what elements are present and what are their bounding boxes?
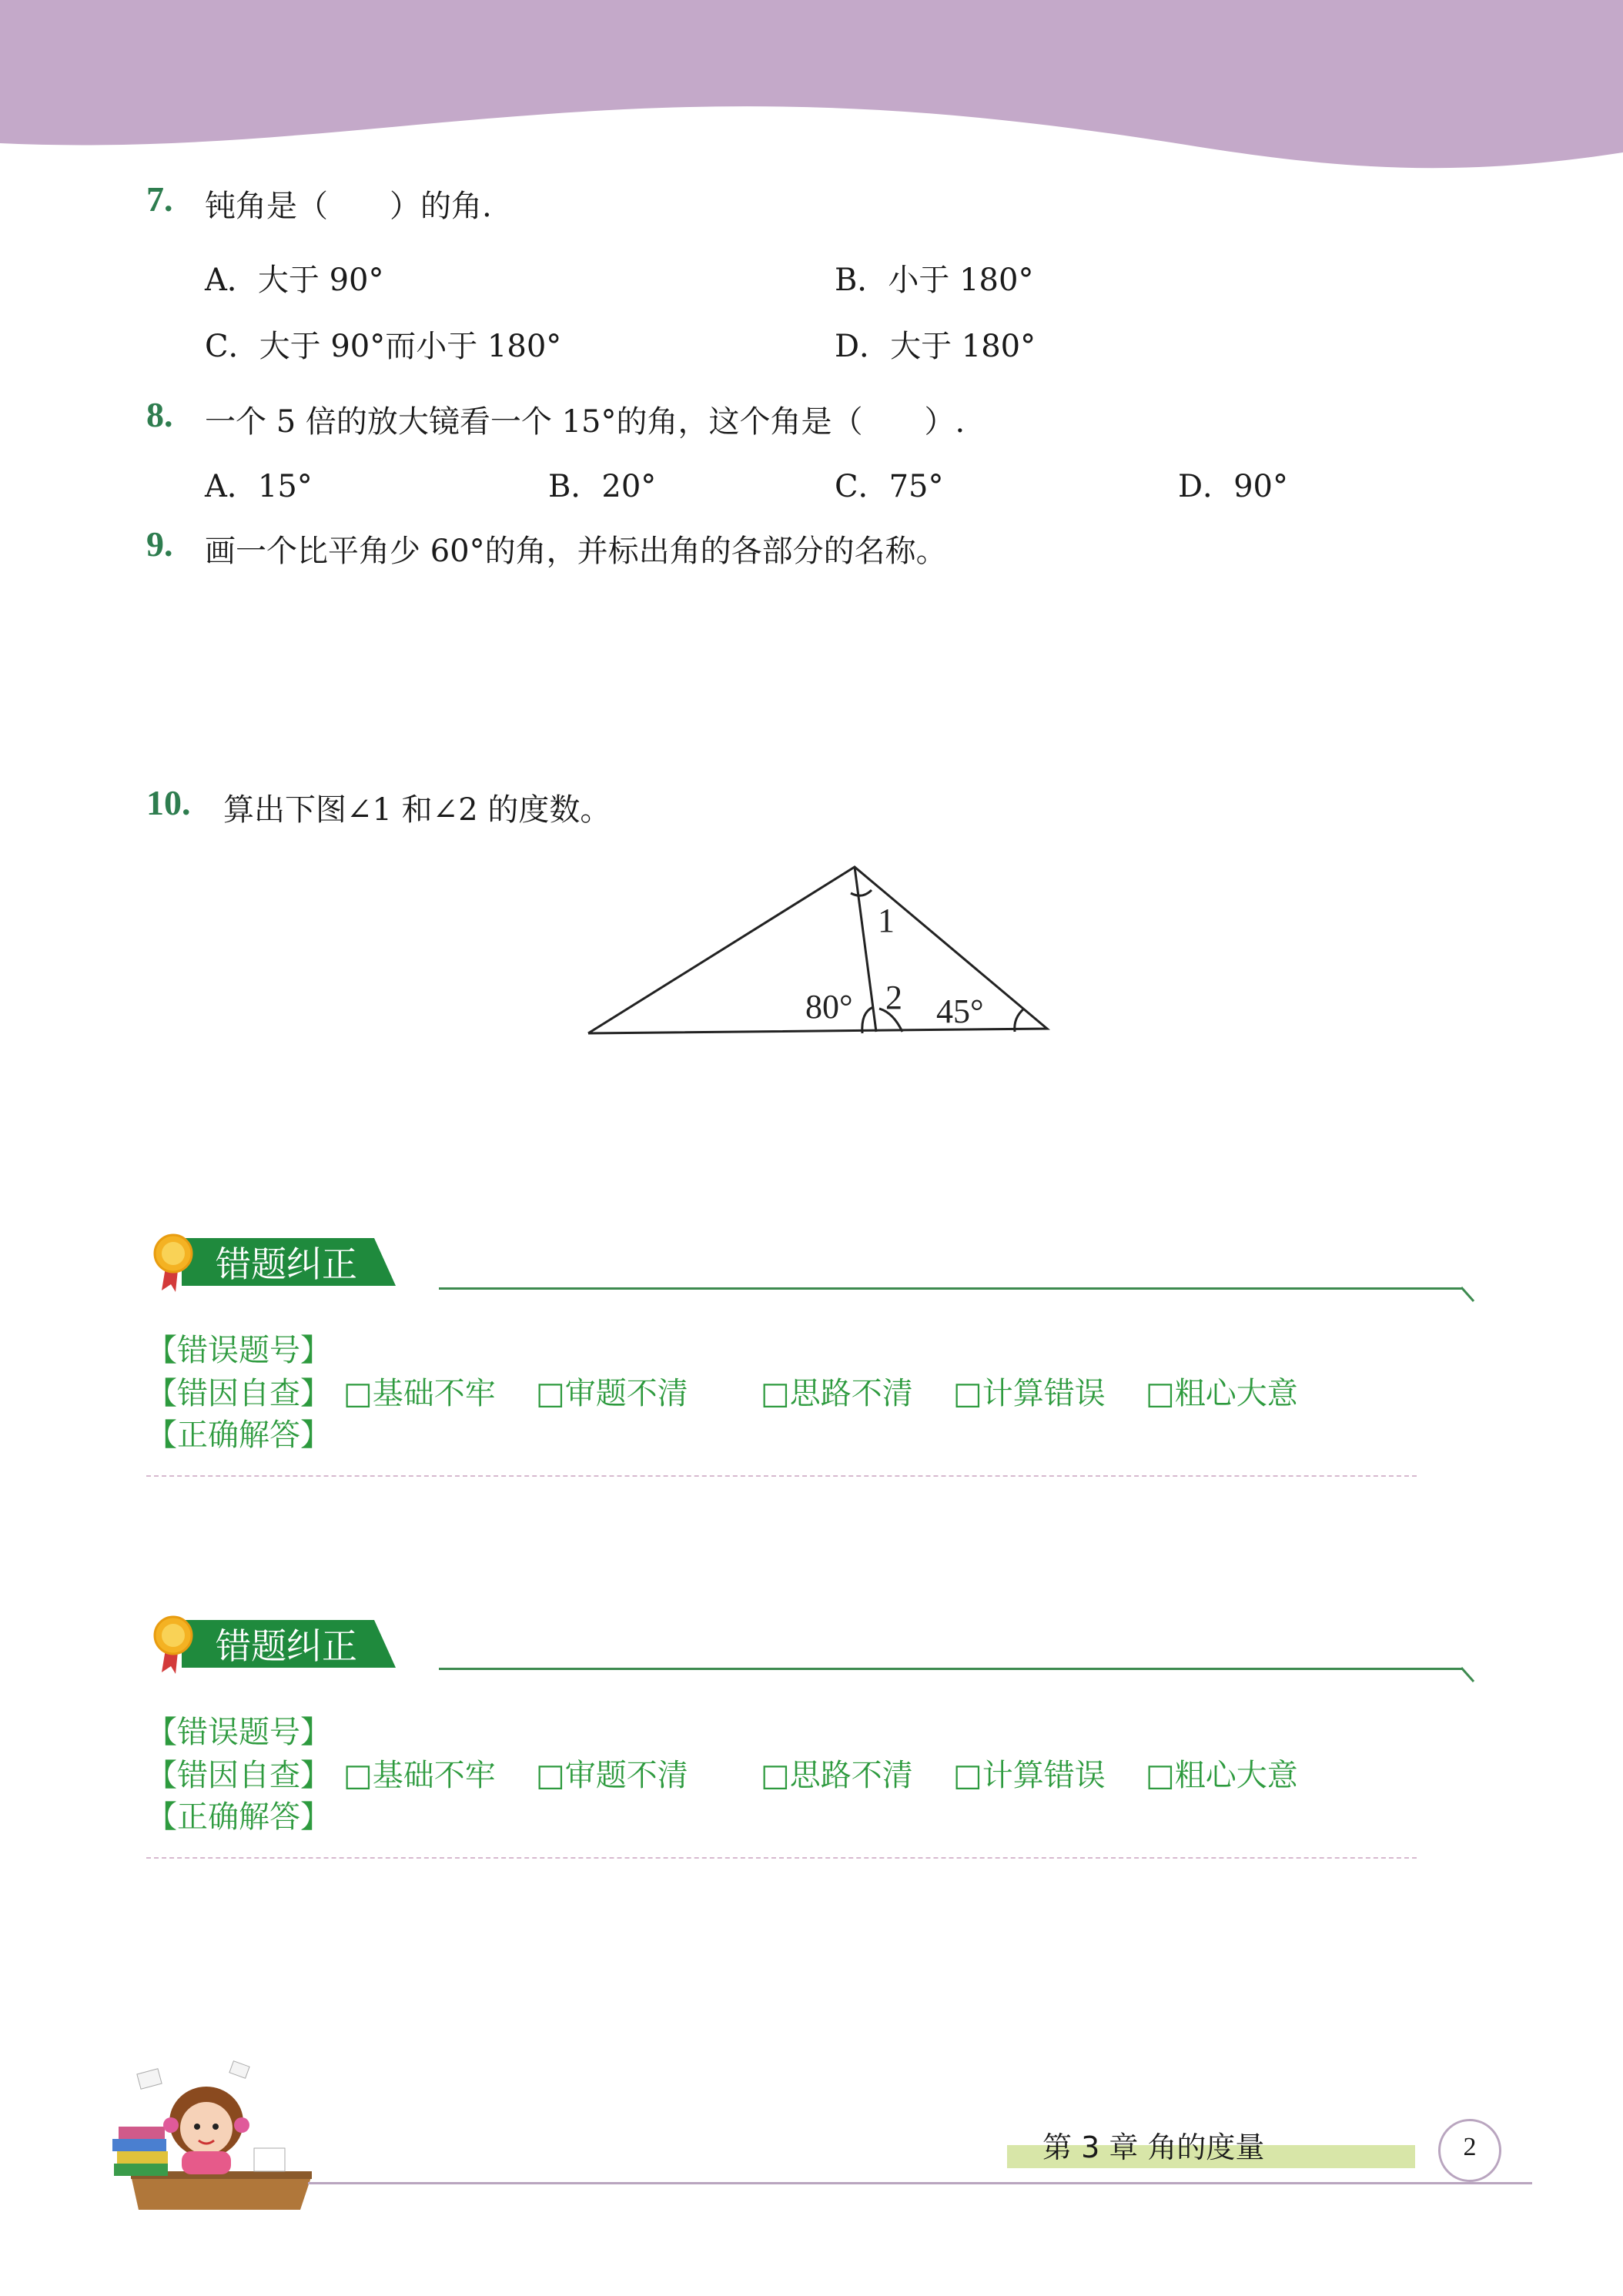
- question-7-option-c: C．大于 90°而小于 180°: [205, 329, 562, 364]
- question-7-text: 钝角是（ ）的角.: [205, 189, 492, 224]
- label-angle-1: 1: [878, 902, 895, 939]
- arc-angle-1: [851, 890, 872, 895]
- reason-checkbox-thinking-1[interactable]: □思路不清: [761, 1376, 913, 1411]
- label-angle-2: 2: [885, 979, 902, 1016]
- question-8-option-c: C．75°: [835, 469, 944, 504]
- label-angle-80: 80°: [805, 988, 853, 1026]
- correction-reason-label-1: 【错因自查】: [146, 1376, 331, 1411]
- reason-checkbox-reading-1[interactable]: □审题不清: [536, 1376, 688, 1411]
- label-angle-45: 45°: [936, 992, 984, 1030]
- page-number: 2: [1463, 2133, 1477, 2161]
- medal-icon: [152, 1232, 199, 1294]
- chapter-title: 第 3 章 角的度量: [1042, 2130, 1265, 2164]
- correction-answer-label-1: 【正确解答】: [146, 1417, 331, 1453]
- reason-checkbox-careless-1[interactable]: □粗心大意: [1146, 1376, 1298, 1411]
- correction-line-end-1: [1460, 1286, 1478, 1304]
- reason-checkbox-calculation-2[interactable]: □计算错误: [953, 1758, 1106, 1793]
- reason-checkbox-thinking-2[interactable]: □思路不清: [761, 1758, 913, 1793]
- reason-checkbox-reading-2[interactable]: □审题不清: [536, 1758, 688, 1793]
- footer-line: [308, 2182, 1532, 2184]
- correction-line-end-2: [1460, 1666, 1478, 1685]
- reason-checkbox-careless-2[interactable]: □粗心大意: [1146, 1758, 1298, 1793]
- correction-line-2: [439, 1668, 1463, 1670]
- question-10-text: 算出下图∠1 和∠2 的度数。: [223, 792, 611, 828]
- question-7-option-d: D．大于 180°: [835, 329, 1036, 364]
- correction-answer-label-2: 【正确解答】: [146, 1799, 331, 1835]
- divider-1: [146, 1475, 1417, 1477]
- question-8-option-a: A．15°: [205, 469, 313, 504]
- question-8-option-d: D．90°: [1178, 469, 1288, 504]
- question-8-text: 一个 5 倍的放大镜看一个 15°的角，这个角是（ ）.: [205, 404, 965, 440]
- correction-line-1: [439, 1287, 1463, 1290]
- triangle-figure: [570, 855, 1062, 1047]
- question-7-option-a: A．大于 90°: [205, 263, 384, 298]
- divider-2: [146, 1857, 1417, 1859]
- header-wave: [0, 0, 1623, 177]
- question-8-number: 8.: [146, 395, 173, 434]
- correction-reason-label-2: 【错因自查】: [146, 1758, 331, 1793]
- reason-checkbox-basics-1[interactable]: □基础不牢: [343, 1376, 496, 1411]
- medal-icon: [152, 1614, 199, 1675]
- correction-title-2: 错题纠正: [216, 1625, 357, 1667]
- reason-checkbox-basics-2[interactable]: □基础不牢: [343, 1758, 496, 1793]
- correction-wrong-number-2: 【错误题号】: [146, 1715, 331, 1750]
- question-9-number: 9.: [146, 524, 173, 564]
- correction-title-1: 错题纠正: [216, 1243, 357, 1285]
- question-10-number: 10.: [146, 783, 191, 822]
- correction-wrong-number-1: 【错误题号】: [146, 1333, 331, 1368]
- question-8-option-b: B．20°: [548, 469, 657, 504]
- reason-checkbox-calculation-1[interactable]: □计算错误: [953, 1376, 1106, 1411]
- question-7-option-b: B．小于 180°: [835, 263, 1034, 298]
- question-9-text: 画一个比平角少 60°的角，并标出角的各部分的名称。: [205, 534, 947, 569]
- girl-with-books-illustration: [108, 2048, 323, 2217]
- question-7-number: 7.: [146, 179, 173, 219]
